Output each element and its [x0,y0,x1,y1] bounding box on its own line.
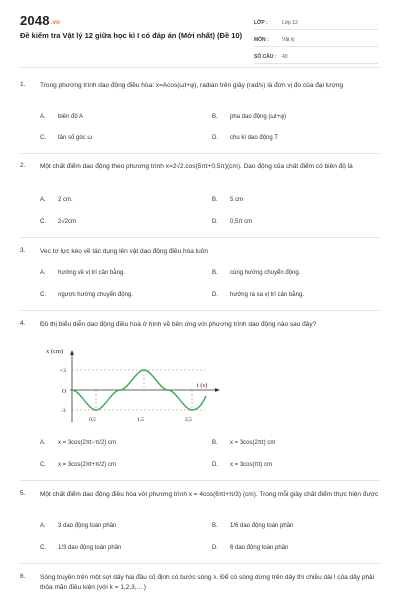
option-label: D. [212,135,218,141]
oscillation-graph [40,340,230,425]
option-4b[interactable] [212,440,275,446]
option-text: 1/3 dao động toàn phần [58,545,122,551]
divider [20,67,380,68]
question-number: 4. [20,320,26,327]
graph-xtick-25: 2,5 [185,417,192,423]
option-label: A. [40,523,46,529]
option-label: D. [212,462,218,468]
divider [20,237,380,238]
option-label: C. [40,292,46,298]
question-text: Vec tơ lực kéo về tác dụng lên vật dao động điều hòa luôn [40,248,208,255]
option-text: hướng ra xa vị trí cân bằng. [230,292,304,298]
graph-x-arrow [70,350,74,355]
question-text: Một chất điểm dao động theo phương trình x=2√2.cos(5πt+0,5π)(cm). Dao động của chất điểm có biên độ là [40,163,353,170]
option-label: B. [212,440,218,446]
option-1a[interactable] [40,114,83,120]
question-number: 5. [20,490,26,497]
question-number: 2. [20,162,26,169]
option-label: B. [212,114,218,120]
meta-grade-value: Lớp 12 [282,19,298,26]
question-text: Trong phương trình dao động điều hòa: x=Acos(ωt+φ), radian trên giây (rad/s) là đơn vị đo của đại lượng [40,82,343,89]
option-2d[interactable] [212,219,252,225]
question-number: 3. [20,247,26,254]
meta-grade-label: LỚP : [254,19,268,26]
option-text: 3 dao động toàn phần [58,523,117,529]
divider [20,153,380,154]
option-5c[interactable] [40,545,121,551]
option-label: A. [40,440,46,446]
option-text: x = 3cos(2πt+π/2) cm [58,462,116,468]
option-label: D. [212,292,218,298]
question-text: Một chất điểm dao động điều hòa với phương trình x = 4cos(6πt+π/3) (cm). Trong mỗi giây chất điểm thực hiện được [40,491,379,498]
option-text: tần số góc ω [58,135,93,141]
meta-subject-label: MÔN : [254,36,269,43]
option-text: hướng về vị trí cân bằng. [58,270,125,276]
option-4a[interactable] [40,440,116,446]
meta-grade [254,16,378,30]
option-text: 6 dao động toàn phần [230,545,289,551]
exam-meta [254,16,378,67]
option-label: D. [212,545,218,551]
option-text: pha dao động (ωt+φ) [230,114,287,120]
option-label: B. [212,197,218,203]
option-1b[interactable] [212,114,286,120]
option-2c[interactable] [40,219,76,225]
question-number: 1. [20,81,26,88]
option-label: A. [40,197,46,203]
graph-xtick-05: 0,5 [89,417,96,423]
meta-subject [254,33,378,47]
option-label: A. [40,114,46,120]
option-5d[interactable] [212,545,288,551]
option-text: cùng hướng chuyển động. [230,270,301,276]
option-label: B. [212,523,218,529]
option-4d[interactable] [212,462,272,468]
option-1d[interactable] [212,135,278,141]
divider [20,480,380,481]
question-5 [20,490,380,500]
meta-count-value: 40 [282,53,288,60]
graph-t-arrow [215,388,220,392]
option-text: x = 3cos(2πt−π/2) cm [58,440,116,446]
meta-count [254,50,378,64]
site-logo[interactable] [20,13,60,28]
logo-text: 2048 [20,13,50,28]
option-text: chu kì dao động T [230,135,278,141]
option-3a[interactable] [40,270,125,276]
option-3b[interactable] [212,270,300,276]
question-4 [20,320,380,330]
graph-ylabel: x (cm) [46,348,64,355]
option-text: 5 cm [230,197,244,203]
option-1c[interactable] [40,135,92,141]
question-number: 6. [20,573,26,580]
option-label: C. [40,135,46,141]
option-label: A. [40,270,46,276]
option-text: x = 3cos(2πt) cm [230,440,276,446]
graph-xlabel: t (s) [197,382,208,389]
graph-ytick-max: +3 [60,368,66,374]
option-label: D. [212,219,218,225]
option-5a[interactable] [40,523,116,529]
question-text: Đồ thị biểu diễn dao động điều hoà ở hình vẽ bên ứng với phương trình dao động nào sau đây? [40,321,317,328]
option-text: 0,5π cm [230,219,253,225]
option-text: ngược hướng chuyển động. [58,292,133,298]
option-3c[interactable] [40,292,133,298]
option-4c[interactable] [40,462,116,468]
question-3 [20,247,380,257]
option-label: C. [40,545,46,551]
option-label: C. [40,219,46,225]
question-text: Sóng truyền trên một sợi dây hai đầu cố định có bước sóng λ. Để có sóng dừng trên dây thì chiều dài l của dây phải thỏa mãn điều kiện (với k = 1,2,3,... ) [40,574,375,591]
option-text: 2√2cm [58,219,76,225]
graph-xtick-15: 1,5 [137,417,144,423]
meta-count-label: SỐ CÂU : [254,53,277,60]
option-3d[interactable] [212,292,304,298]
logo-suffix: .vn [50,20,61,26]
page-title: Đề kiểm tra Vật lý 12 giữa học kì I có đáp án (Mới nhất) (Đề 10) [20,31,243,40]
option-text: x = 3cos(πt) cm [230,462,272,468]
divider [20,563,380,564]
option-label: B. [212,270,218,276]
graph-ytick-min: -3 [61,408,66,414]
option-2a[interactable] [40,197,73,203]
graph-origin: O [62,389,67,395]
option-text: 2 cm. [58,197,73,203]
option-label: C. [40,462,46,468]
question-2 [20,162,380,172]
question-6 [20,573,380,593]
option-2b[interactable] [212,197,243,203]
option-5b[interactable] [212,523,293,529]
option-text: biên độ A [58,114,84,120]
meta-subject-value: Vật lý [282,36,295,43]
divider [20,310,380,311]
question-1 [20,81,380,91]
option-text: 1/6 dao động toàn phần [230,523,294,529]
